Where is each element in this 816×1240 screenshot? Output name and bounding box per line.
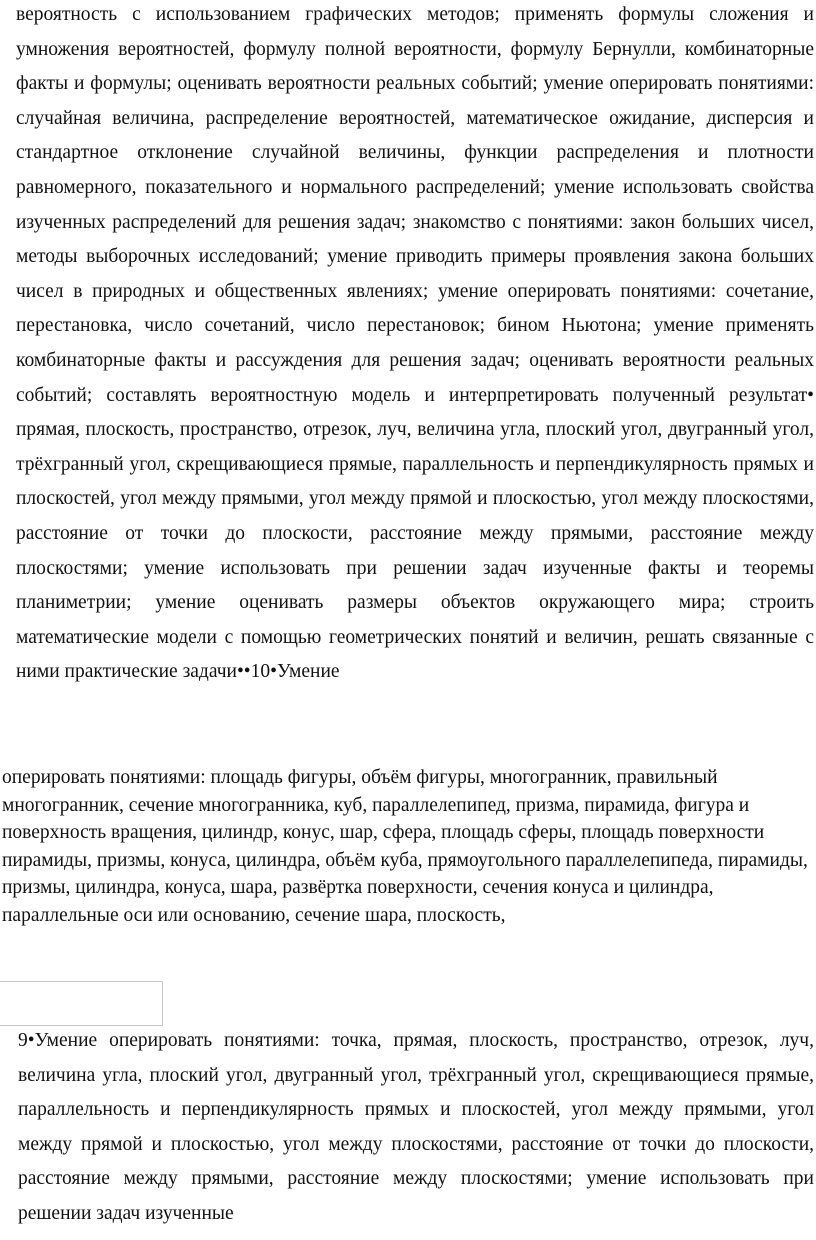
empty-text-frame xyxy=(0,981,163,1026)
text-block-probability-geometry xyxy=(16,0,814,690)
paragraph-probability: вероятность с использованием графических методов; применять формулы сложения и умножения вероятностей, формулу полной вероятности, формулу Бернулли, комбинаторные факты и формулы; оценивать вероятности реальных событий; умение оперировать понятиями: случайная величина, распределение вероятностей, математическое ожидание, дисперсия и стандартное отклонение случайной величины, функции распределения и плотности равномерного, показательного и нормального распределений; умение использовать свойства изученных распределений для решения задач; знакомство с понятиями: закон больших чисел, методы выборочных исследований; умение приводить примеры проявления закона больших чисел в природных и общественных явлениях; умение оперировать понятиями: сочетание, перестановка, число сочетаний, число перестановок; бином Ньютона; умение применять комбинаторные факты и рассуждения для решения задач; оценивать вероятности реальных событий; составлять вероятностную модель и интерпретировать полученный результат• xyxy=(16,4,814,406)
text-block-solids xyxy=(2,764,814,929)
text-block-item-9 xyxy=(16,1024,814,1232)
paragraph-geometry-concepts: прямая, плоскость, пространство, отрезок, луч, величина угла, плоский угол, двугранный угол, трёхгранный угол, скрещивающиеся прямые, параллельность и перпендикулярность прямых и плоскостей, угол между прямыми, угол между прямой и плоскостью, угол между плоскостями, расстояние от точки до плоскости, расстояние между прямыми, расстояние между плоскостями; умение использовать при решении задач изученные факты и теоремы планиметрии; умение оценивать размеры объектов окружающего мира; строить математические модели с помощью геометрических понятий и величин, решать связанные с ними практические задачи••10•Умение xyxy=(16,419,814,683)
paragraph-solids-concepts: оперировать понятиями: площадь фигуры, объём фигуры, многогранник, правильный многогранник, сечение многогранника, куб, параллелепипед, призма, пирамида, фигура и поверхность вращения, цилиндр, конус, шар, сфера, площадь сферы, площадь поверхности пирамиды, призмы, конуса, цилиндра, объём куба, прямоугольного параллелепипеда, пирамиды, призмы, цилиндра, конуса, шара, развёртка поверхности, сечения конуса и цилиндра, параллельные оси или основанию, сечение шара, плоскость, xyxy=(2,767,808,926)
paragraph-item-9: 9•Умение оперировать понятиями: точка, прямая, плоскость, пространство, отрезок, луч, величина угла, плоский угол, двугранный угол, трёхгранный угол, скрещивающиеся прямые, параллельность и перпендикулярность прямых и плоскостей, угол между прямыми, угол между прямой и плоскостью, угол между плоскостями, расстояние от точки до плоскости, расстояние между прямыми, расстояние между плоскостями; умение использовать при решении задач изученные xyxy=(18,1030,814,1224)
